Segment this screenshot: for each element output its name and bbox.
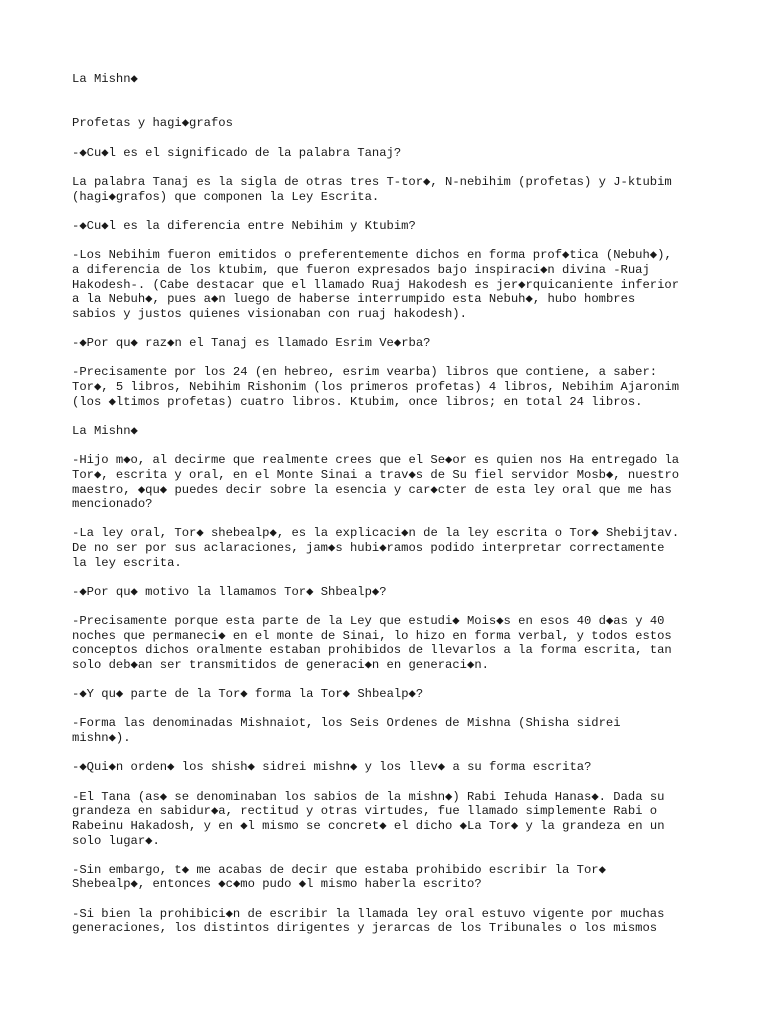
answer-line: noches que permaneci◆ en el monte de Sinai, lo hizo en forma verbal, y todos estos [72, 629, 672, 643]
question-line: -◆Cu◆l es la diferencia entre Nebihim y Ktubim? [72, 219, 416, 233]
answer-line: grandeza en sabidur◆a, rectitud y otras virtudes, fue llamado simplemente Rabi o [72, 804, 658, 818]
question-line: -◆Y qu◆ parte de la Tor◆ forma la Tor◆ Shbealp◆? [72, 687, 424, 701]
answer-line: -Precisamente porque esta parte de la Ley que estudi◆ Mois◆s en esos 40 d◆as y 40 [72, 614, 665, 628]
question-line: -◆Por qu◆ raz◆n el Tanaj es llamado Esrim Ve◆rba? [72, 336, 431, 350]
answer-line: generaciones, los distintos dirigentes y jerarcas de los Tribunales o los mismos [72, 921, 658, 935]
answer-line: -El Tana (as◆ se denominaban los sabios de la mishn◆) Rabi Iehuda Hanas◆. Dada su [72, 790, 665, 804]
heading-profetas: Profetas y hagi◆grafos [72, 116, 233, 130]
answer-line: Rabeinu Hakadosh, y en ◆l mismo se concret◆ el dicho ◆La Tor◆ y la grandeza en un [72, 819, 665, 833]
question-line: Shebealp◆, entonces ◆c◆mo pudo ◆l mismo haberla escrito? [72, 877, 482, 891]
answer-line: -Si bien la prohibici◆n de escribir la llamada ley oral estuvo vigente por muchas [72, 907, 665, 921]
answer-line: sabios y justos quienes visionaban con ruaj hakodesh). [72, 307, 467, 321]
question-line: Tor◆, escrita y oral, en el Monte Sinai a trav◆s de Su fiel servidor Mosb◆, nuestro [72, 468, 680, 482]
answer-line: a diferencia de los ktubim, que fueron expresados bajo inspiraci◆n divina -Ruaj [72, 263, 650, 277]
answer-line: (los ◆ltimos profetas) cuatro libros. Ktubim, once libros; en total 24 libros. [72, 395, 643, 409]
answer-line: -La ley oral, Tor◆ shebealp◆, es la explicaci◆n de la ley escrita o Tor◆ Shebijtav. [72, 526, 680, 540]
question-line: -Hijo m◆o, al decirme que realmente crees que el Se◆or es quien nos Ha entregado la [72, 453, 680, 467]
answer-line: (hagi◆grafos) que componen la Ley Escrita. [72, 190, 380, 204]
question-line: -◆Cu◆l es el significado de la palabra Tanaj? [72, 146, 402, 160]
answer-line: la ley escrita. [72, 556, 182, 570]
answer-line: solo deb◆an ser transmitidos de generaci◆n en generaci◆n. [72, 658, 489, 672]
heading-la-mishna: La Mishn◆ [72, 72, 138, 86]
question-line: mencionado? [72, 497, 153, 511]
answer-line: Hakodesh-. (Cabe destacar que el llamado Ruaj Hakodesh es jer◆rquicaniente inferior [72, 278, 680, 292]
answer-line: solo lugar◆. [72, 834, 160, 848]
answer-line: -Los Nebihim fueron emitidos o preferentemente dichos en forma prof◆tica (Nebuh◆), [72, 248, 672, 262]
answer-line: mishn◆). [72, 731, 131, 745]
question-line: maestro, ◆qu◆ puedes decir sobre la esencia y car◆cter de esta ley oral que me has [72, 483, 672, 497]
answer-line: -Precisamente por los 24 (en hebreo, esrim vearba) libros que contiene, a saber: [72, 365, 658, 379]
heading-la-mishna-2: La Mishn◆ [72, 424, 138, 438]
answer-line: a la Nebuh◆, pues a◆n luego de haberse interrumpido esta Nebuh◆, hubo hombres [72, 292, 636, 306]
answer-line: conceptos dichos oralmente estaban prohibidos de llevarlos a la forma escrita, tan [72, 643, 672, 657]
answer-line: -Forma las denominadas Mishnaiot, los Seis Ordenes de Mishna (Shisha sidrei [72, 716, 621, 730]
answer-line: La palabra Tanaj es la sigla de otras tres T-tor◆, N-nebihim (profetas) y J-ktubim [72, 175, 672, 189]
answer-line: De no ser por sus aclaraciones, jam◆s hubi◆ramos podido interpretar correctamente [72, 541, 665, 555]
question-line: -◆Por qu◆ motivo la llamamos Tor◆ Shbealp◆? [72, 585, 387, 599]
question-line: -◆Qui◆n orden◆ los shish◆ sidrei mishn◆ y los llev◆ a su forma escrita? [72, 760, 592, 774]
question-line: -Sin embargo, t◆ me acabas de decir que estaba prohibido escribir la Tor◆ [72, 863, 606, 877]
answer-line: Tor◆, 5 libros, Nebihim Rishonim (los primeros profetas) 4 libros, Nebihim Ajaronim [72, 380, 680, 394]
